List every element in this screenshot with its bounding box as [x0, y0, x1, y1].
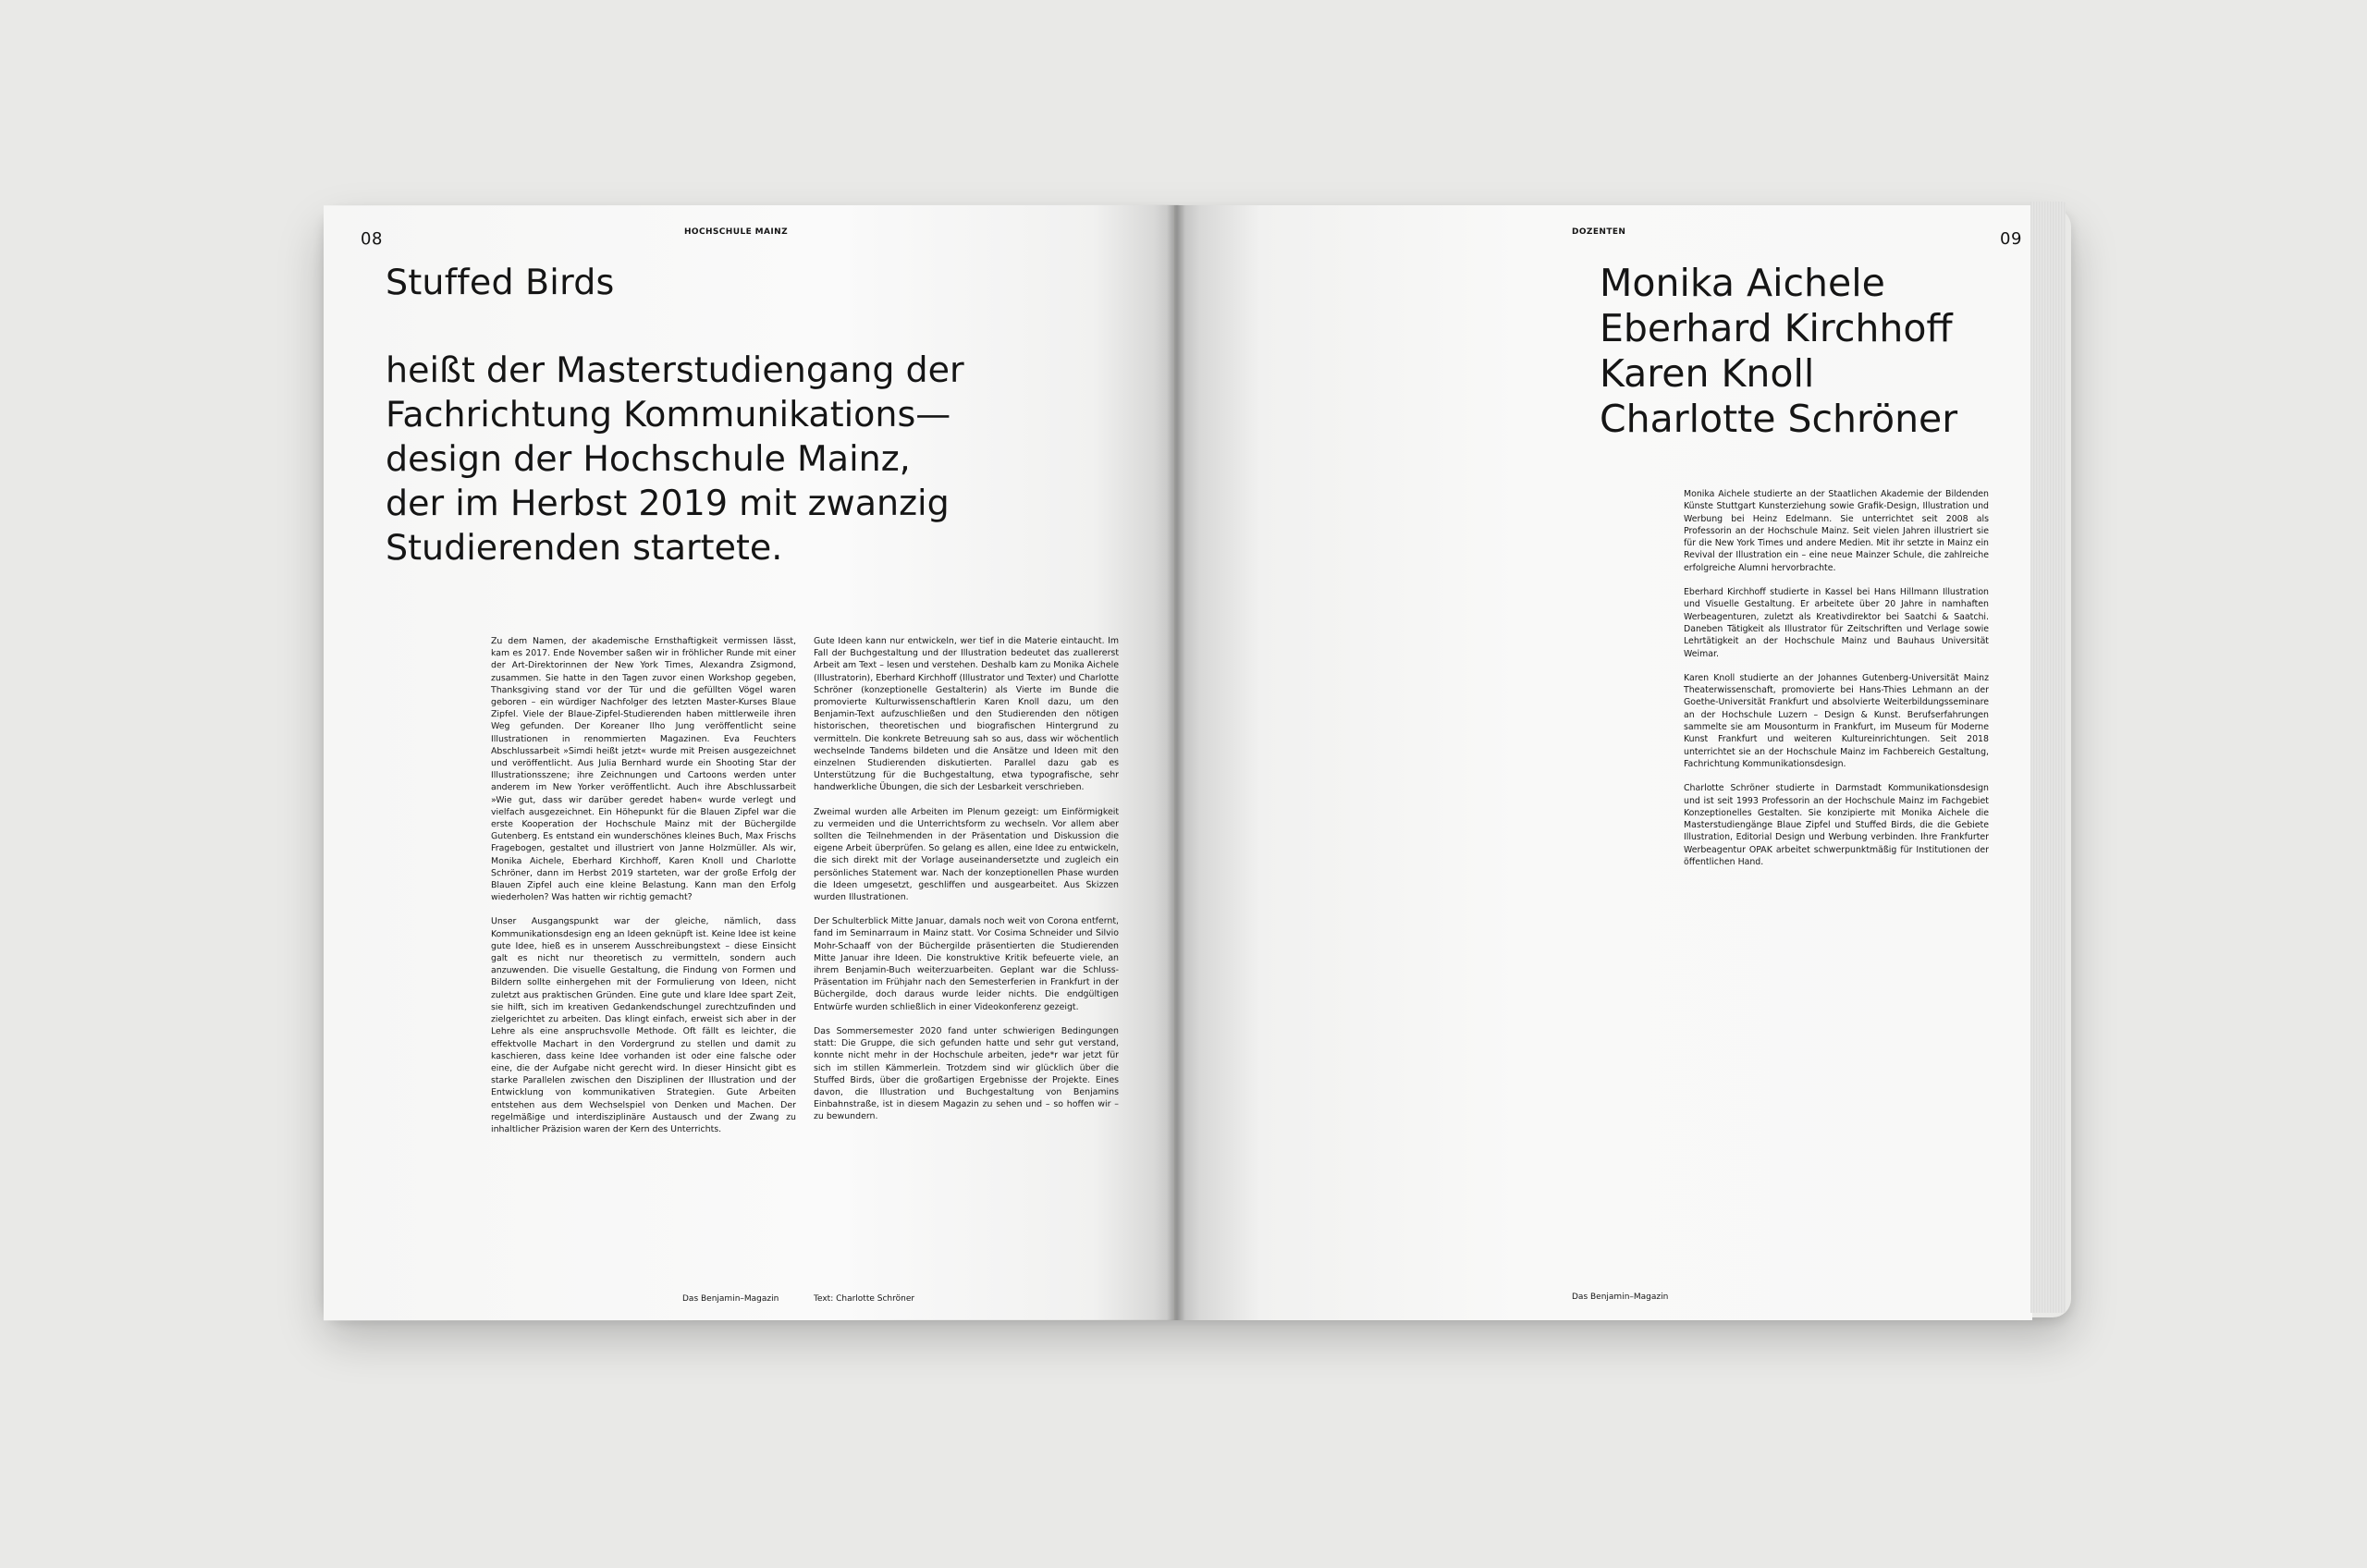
article-headline [386, 348, 1051, 570]
lecturer-name: Charlotte Schröner [1600, 397, 1958, 441]
footer-magazine-name: Das Benjamin–Magazin [682, 1293, 779, 1305]
paragraph: Zweimal wurden alle Arbeiten im Plenum gezeigt: um Einförmigkeit zu vermeiden und die Unterrichtsform zu wechseln. Vor allem aber sollten die Teilnehmenden in der Präsentation und Diskussion die eigene Arbeit überprüfen. So gelang es allen, eine Idee zu entwickeln, die sich direkt mit der Vorlage auseinandersetzte und zugleich ein persönliches Statement war. Nach der konzeptionellen Phase wurden die Ideen umgesetzt, geschliffen und ausgearbeitet. Aus Skizzen wurden Illustrationen. [814, 806, 1119, 903]
headline-line: Fachrichtung Kommunikations— [386, 393, 951, 435]
paragraph: Das Sommersemester 2020 fand unter schwierigen Bedingungen statt: Die Gruppe, die sich gefunden hatte und sehr gut verstand, konnte nicht mehr in der Hochschule arbeiten, jede*r war jetzt für sich im stillen Kämmerlein. Trotzdem sind wir glücklich über die Stuffed Birds, über die großartigen Ergebnisse der Projekte. Eines davon, die Illustration und Buchgestaltung von Benjamins Einbahnstraße, ist in diesem Magazin zu sehen und – so hoffen wir – zu bewundern. [814, 1025, 1119, 1122]
page-number-right: 09 [2000, 229, 2022, 249]
right-page [1174, 205, 2032, 1320]
article-title: Stuffed Birds [386, 262, 615, 303]
left-page [324, 205, 1179, 1320]
spine-gutter-shadow [1167, 205, 1185, 1320]
bio-paragraph: Charlotte Schröner studierte in Darmstadt Kommunikationsdesign und ist seit 1993 Professorin an der Hochschule Mainz im Fachgebiet Konzeptionelles Gestalten. Sie konzipierte mit Monika Aichele die Masterstudiengänge Blaue Zipfel und Stuffed Birds, die die Gebiete Illustration, Editorial Design und Werbung verbinden. Ihre Frankfurter Werbeagentur OPAK arbeitet schwerpunktmäßig für Institutionen der öffentlichen Hand. [1684, 783, 1989, 868]
page-number-left: 08 [361, 229, 383, 250]
lecturer-bios [1684, 488, 1989, 880]
paragraph: Unser Ausgangspunkt war der gleiche, nämlich, dass Kommunikationsdesign eng an Ideen geknüpft ist. Keine Idee ist keine gute Idee, hieß es in unserem Ausschreibungstext – diese Einsicht galt es nicht nur theoretisch zu vermitteln, sondern auch anzuwenden. Die visuelle Gestaltung, die Findung von Formen und Bildern sollte einhergehen mit der Formulierung von Ideen, nicht zuletzt aus praktischen Gründen. Eine gute und klare Idee spart Zeit, sie hilft, sich im kreativen Gedankendschungel zurechtzufinden und zielgerichtet zu arbeiten. Das klingt einfach, erweist sich aber in der Lehre als eine anspruchsvolle Methode. Oft fällt es leichter, die effektvolle Machart in den Vordergrund zu stellen und damit zu kaschieren, dass keine Idee vorhanden ist oder eine falsche oder eine, die der Aufgabe nicht gerecht wird. In dieser Hinsicht gibt es starke Parallelen zwischen den Disziplinen der Illustration und der Entwicklung von kommunikativen Strategien. Gute Arbeiten entstehen aus dem Wechselspiel von Denken und Machen. Der regelmäßige und interdisziplinäre Austausch und der Zwang zu inhaltlicher Präzision waren der Kern des Unterrichts. [491, 916, 796, 1135]
bio-paragraph: Monika Aichele studierte an der Staatlichen Akademie der Bildenden Künste Stuttgart Kunsterziehung sowie Grafik-Design, Illustration und Werbung bei Heinz Edelmann. Sie unterrichtet seit 2008 als Professorin an der Hochschule Mainz. Seit vielen Jahren illustriert sie für die New York Times und andere Medien. Mit ihr setzte in Mainz ein Revival der Illustration ein – eine neue Mainzer Schule, die zahlreiche erfolgreiche Alumni hervorbrachte. [1684, 489, 1989, 573]
bio-paragraph: Eberhard Kirchhoff studierte in Kassel bei Hans Hillmann Illustration und Visuelle Gestaltung. Er arbeitete über 20 Jahre in namhaften Werbeagenturen, zuletzt als Kreativdirektor bei Saatchi & Saatchi. Daneben Tätigkeit als Illustrator für Zeitschriften und Verlage sowie Lehrtätigkeit an der Hochschule Mainz und Bauhaus Universität Weimar. [1684, 587, 1989, 659]
lecturer-name: Karen Knoll [1600, 351, 1815, 396]
headline-line: Studierenden startete. [386, 526, 783, 569]
running-head-left: HOCHSCHULE MAINZ [684, 227, 788, 238]
page-stack-edge [2030, 202, 2066, 1313]
headline-line: heißt der Masterstudiengang der [386, 349, 964, 391]
body-column-2 [814, 635, 1119, 1135]
paragraph: Der Schulterblick Mitte Januar, damals noch weit von Corona entfernt, fand im Seminarraum in Mainz statt. Vor Cosima Schneider und Silvio Mohr-Schaaff von der Büchergilde präsentierten die Studierenden Mitte Januar ihre Ideen. Die konstruktive Kritik befeuerte viele, an ihrem Benjamin-Buch weiterzuarbeiten. Geplant war die Schluss-Präsentation im Frühjahr nach den Semesterferien in Frankfurt in der Büchergilde, doch daraus wurde leider nichts. Die endgültigen Entwürfe wurden schließlich in einer Videokonferenz gezeigt. [814, 916, 1119, 1012]
lecturer-name: Eberhard Kirchhoff [1600, 306, 1953, 350]
running-head-right: DOZENTEN [1572, 227, 1626, 237]
footer-author-credit: Text: Charlotte Schröner [814, 1293, 915, 1304]
headline-line: der im Herbst 2019 mit zwanzig [386, 482, 950, 524]
lecturer-names [1600, 261, 1957, 442]
headline-line: design der Hochschule Mainz, [386, 437, 911, 480]
paragraph: Zu dem Namen, der akademische Ernsthaftigkeit vermissen lässt, kam es 2017. Ende November saßen wir in fröhlicher Runde mit einer der Art-Direktorinnen der New York Times, Alexandra Zsigmond, zusammen. Sie hatte in den Tagen zuvor einen Workshop gegeben, Thanksgiving stand vor der Tür und die gefüllten Vögel waren geboren – ein würdiger Nachfolger des letzten Master-Kurses Blaue Zipfel. Viele der Blaue-Zipfel-Studierenden haben mittlerweile ihren Weg gefunden. Der Koreaner Ilho Jung veröffentlicht seine Illustrationen in renommierten Magazinen. Eva Feuchters Abschlussarbeit »Simdi heißt jetzt« wurde mit Preisen ausgezeichnet und veröffentlicht. Aus Julia Bernhard wurde ein Shooting Star der Illustrationsszene; ihre Zeichnungen und Cartoons werden unter anderem im New Yorker veröffentlicht. Auch ihre Abschlussarbeit »Wie gut, dass wir darüber geredet haben« wurde verlegt und vielfach ausgezeichnet. Ein Höhepunkt für die Blauen Zipfel war die erste Kooperation der Hochschule Mainz mit der Büchergilde Gutenberg. Es entstand ein wunderschönes kleines Buch, Max Frischs Fragebogen, gestaltet und illustriert von Janne Holzmüller. Als wir, Monika Aichele, Eberhard Kirchhoff, Karen Knoll und Charlotte Schröner, dann im Herbst 2019 starteten, war der große Erfolg der Blauen Zipfel auch eine kleine Belastung. Kann man den Erfolg wiederholen? Was hatten wir richtig gemacht? [491, 635, 796, 903]
paragraph: Gute Ideen kann nur entwickeln, wer tief in die Materie eintaucht. Im Fall der Buchgestaltung und der Illustration bedeutet das zuallererst Arbeit am Text – lesen und verstehen. Deshalb kam zu Monika Aichele (Illustratorin), Eberhard Kirchhoff (Illustrator und Texter) und Charlotte Schröner (konzeptionelle Gestalterin) als Vierte im Bunde die promovierte Kulturwissenschaftlerin Karen Knoll dazu, um den Benjamin-Text aufzuschließen und den Studierenden den nötigen historischen, theoretischen und biografischen Hintergrund zu vermitteln. Die konkrete Betreuung sah so aus, dass wir wöchentlich wechselnde Tandems bildeten und die Ansätze und Ideen mit den einzelnen Studierenden diskutierten. Parallel dazu gab es Unterstützung für die Buchgestaltung, etwa typografische, sehr handwerkliche Übungen, die sich der Lesbarkeit verschrieben. [814, 635, 1119, 793]
lecturer-name: Monika Aichele [1600, 261, 1885, 305]
footer-magazine-name-right: Das Benjamin–Magazin [1572, 1292, 1669, 1302]
bio-paragraph: Karen Knoll studierte an der Johannes Gutenberg-Universität Mainz Theaterwissenschaft, promovierte bei Hans-Thies Lehmann an der Goethe-Universität Frankfurt und absolvierte Weiterbildungsseminare an der Hochschule Luzern – Design & Kunst. Berufserfahrungen sammelte sie am Mousonturm in Frankfurt, im Museum für Moderne Kunst Frankfurt und weiteren Kultureinrichtungen. Seit 2018 unterrichtet sie an der Hochschule Mainz im Fachbereich Gestaltung, Fachrichtung Kommunikationsdesign. [1684, 672, 1989, 769]
body-column-1 [491, 635, 796, 1147]
